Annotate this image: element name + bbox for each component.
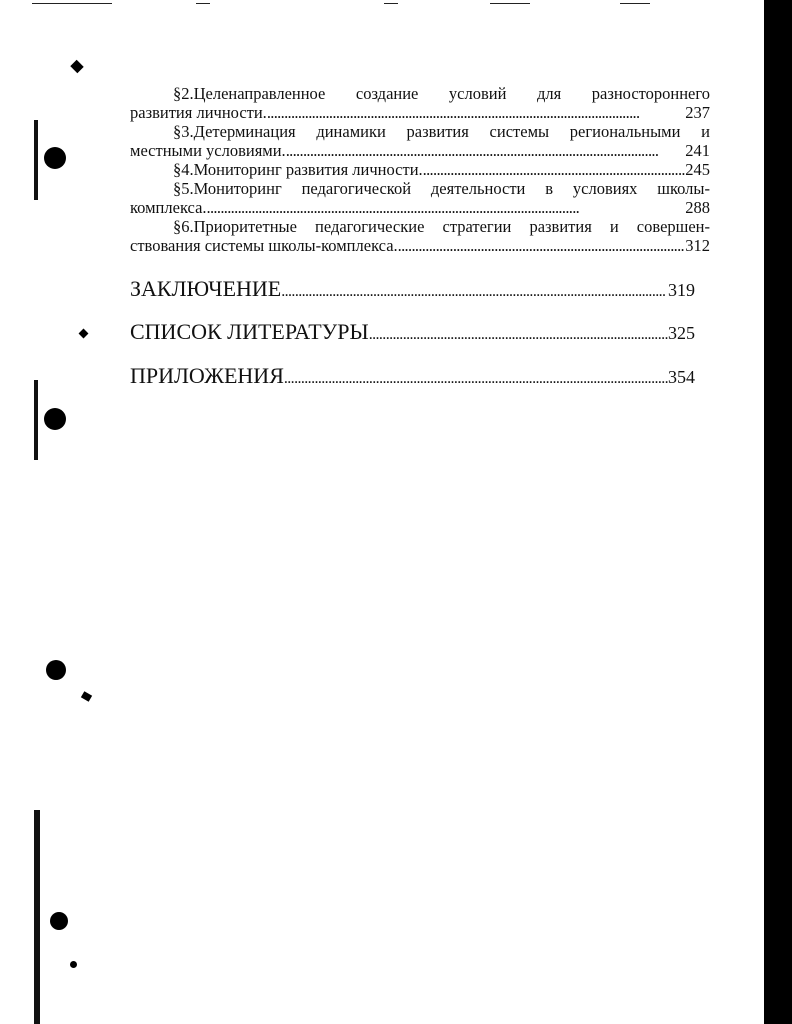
toc-entry-title-cont: ствования системы школы-комплекса. [130,236,398,255]
toc-entry[interactable] [130,160,710,179]
scan-rule [32,3,112,4]
toc-page-number: 241 [685,141,710,160]
toc-page-number: 325 [668,323,695,343]
leader-dots [281,276,668,302]
toc-entry-title: §3.Детерминация динамики развития системы региональными и [173,122,710,141]
punch-hole-icon [50,912,68,930]
toc-page-number: 312 [685,236,710,255]
punch-hole-icon [46,660,66,680]
leader-dots [286,141,686,160]
toc-entry-title-cont: комплекса. [130,198,207,217]
toc-major-title: СПИСОК ЛИТЕРАТУРЫ [130,319,369,344]
toc-page-number: 237 [685,103,710,122]
speck-icon [81,691,92,702]
toc-page-number: 245 [685,160,710,179]
toc-major-entry[interactable] [130,319,695,345]
scan-rule [196,3,210,4]
toc-entry-title-cont: местными условиями. [130,141,286,160]
table-of-contents [130,84,710,255]
toc-entry-title: §2.Целенаправленное создание условий для разностороннего [173,84,710,103]
punch-hole-icon [44,147,66,169]
scan-right-edge [764,0,792,1024]
leader-dots [207,198,686,217]
speck-icon [70,60,83,73]
toc-entry-title: §4.Мониторинг развития личности. [173,160,423,179]
leader-dots [423,160,686,179]
scan-left-edge [34,120,38,200]
toc-entry-title-cont: развития личности. [130,103,267,122]
toc-entry-title: §5.Мониторинг педагогической деятельности в условиях школы- [173,179,710,198]
scan-rule [384,3,398,4]
toc-major-entry[interactable] [130,363,695,389]
scan-left-edge [34,810,40,1024]
toc-entry[interactable] [130,217,710,255]
scan-rule [490,3,530,4]
speck-icon [70,961,77,968]
toc-entry[interactable] [130,122,710,160]
toc-entry-title: §6.Приоритетные педагогические стратегии развития и совершен- [173,217,710,236]
toc-major-entry[interactable] [130,276,695,302]
leader-dots [398,236,686,255]
leader-dots [369,319,668,345]
toc-page-number: 354 [668,367,695,387]
toc-major-title: ПРИЛОЖЕНИЯ [130,363,284,388]
scan-left-edge [34,380,38,460]
toc-entry[interactable] [130,84,710,122]
scan-rule [620,3,650,4]
toc-page-number: 319 [668,280,695,300]
punch-hole-icon [44,408,66,430]
speck-icon [79,329,89,339]
toc-page-number: 288 [685,198,710,217]
leader-dots [284,363,668,389]
toc-entry[interactable] [130,179,710,217]
leader-dots [267,103,685,122]
toc-major-title: ЗАКЛЮЧЕНИЕ [130,276,282,301]
